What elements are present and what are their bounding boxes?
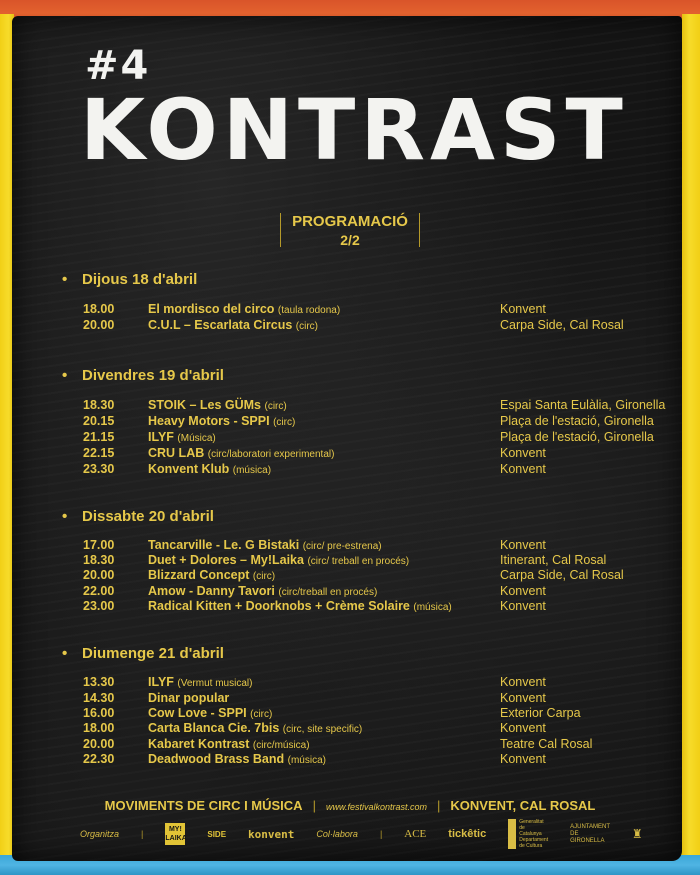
event-tag: (circ, site specific) (282, 724, 363, 735)
event-tag: (circ/ pre-estrena) (302, 541, 382, 552)
event-venue: Konvent (500, 446, 546, 460)
event-tag: (Música) (177, 433, 216, 444)
sponsors-bar (80, 819, 643, 849)
event-name: Radical Kitten + Doorknobs + Crème Solaire (música) (148, 599, 452, 613)
event-tag: (circ) (252, 571, 276, 582)
event-name: Kabaret Kontrast (circ/música) (148, 737, 310, 751)
day-label: Diumenge 21 d'abril (82, 645, 224, 662)
event-name: El mordisco del circo (taula rodona) (148, 302, 341, 316)
event-time: 18.00 (83, 721, 115, 735)
crest-icon: ♜ (631, 827, 643, 841)
divider: | (437, 798, 441, 813)
schedule-row (83, 567, 683, 583)
event-tag: (circ/treball en procés) (278, 587, 378, 598)
event-venue: Exterior Carpa (500, 706, 581, 720)
event-name: C.U.L – Escarlata Circus (circ) (148, 318, 318, 332)
bullet-icon: • (62, 271, 68, 288)
event-name: Konvent Klub (música) (148, 462, 272, 476)
event-venue: Konvent (500, 462, 546, 476)
schedule-row (83, 461, 683, 477)
divider: | (312, 798, 316, 813)
event-tag: (circ/música) (252, 740, 310, 751)
schedule-row (83, 736, 683, 752)
schedule-row (83, 690, 683, 706)
event-time: 21.15 (83, 430, 115, 444)
schedule-row (83, 705, 683, 721)
event-name: STOIK – Les GÜMs (circ) (148, 398, 287, 412)
event-time: 17.00 (83, 538, 115, 552)
event-venue: Konvent (500, 538, 546, 552)
event-venue: Plaça de l'estació, Gironella (500, 430, 654, 444)
day-heading (62, 367, 224, 384)
schedule-row (83, 583, 683, 599)
event-tag: (música) (232, 465, 272, 476)
event-venue: Carpa Side, Cal Rosal (500, 318, 624, 332)
event-venue: Plaça de l'estació, Gironella (500, 414, 654, 428)
schedule-row (83, 598, 683, 614)
event-venue: Konvent (500, 691, 546, 705)
event-name: Heavy Motors - SPPI (circ) (148, 414, 296, 428)
event-time: 20.00 (83, 568, 115, 582)
konvent-logo: konvent (248, 827, 295, 841)
collaborators-label: Col·labora (316, 829, 358, 839)
event-tag: (circ/ treball en procés) (307, 556, 410, 567)
divider: | (379, 829, 383, 839)
event-venue: Konvent (500, 584, 546, 598)
schedule-row (83, 397, 683, 413)
event-name: ILYF (Música) (148, 430, 216, 444)
event-venue: Konvent (500, 675, 546, 689)
event-venue: Itinerant, Cal Rosal (500, 553, 607, 567)
event-venue: Carpa Side, Cal Rosal (500, 568, 624, 582)
event-time: 20.00 (83, 737, 115, 751)
event-venue: Espai Santa Eulàlia, Gironella (500, 398, 666, 412)
ace-logo: ACE (404, 828, 427, 840)
schedule-row (83, 429, 683, 445)
festival-url-link[interactable]: www.festivalkontrast.com (325, 802, 427, 812)
schedule-row (83, 720, 683, 736)
festival-title: KONTRAST (80, 81, 628, 179)
programming-header (280, 213, 420, 247)
organizers-label: Organitza (80, 829, 120, 839)
event-name: CRU LAB (circ/laboratori experimental) (148, 446, 335, 460)
schedule-row (83, 301, 683, 317)
event-tag: (Vermut musical) (177, 678, 253, 689)
event-time: 22.15 (83, 446, 115, 460)
day-label: Dijous 18 d'abril (82, 271, 198, 288)
ajuntament-gironella-logo: AJUNTAMENT DE GIRONELLA (570, 823, 610, 844)
schedule-row (83, 674, 683, 690)
event-time: 16.00 (83, 706, 115, 720)
event-name: Dinar popular (148, 691, 230, 705)
event-time: 18.30 (83, 553, 115, 567)
event-venue: Teatre Cal Rosal (500, 737, 593, 751)
event-venue: Konvent (500, 721, 546, 735)
event-tag: (circ/laboratori experimental) (207, 449, 335, 460)
edition-number: #4 (85, 43, 151, 89)
day-heading (62, 271, 197, 288)
event-name: Blizzard Concept (circ) (148, 568, 276, 582)
day-label: Divendres 19 d'abril (82, 367, 224, 384)
event-name: Deadwood Brass Band (música) (148, 752, 326, 766)
event-time: 23.00 (83, 599, 115, 613)
event-time: 23.30 (83, 462, 115, 476)
side-logo: SIDE (207, 829, 227, 839)
page-indicator: 2/2 (340, 232, 360, 248)
day-heading (62, 508, 214, 525)
event-venue: Konvent (500, 599, 546, 613)
schedule-row (83, 413, 683, 429)
event-time: 20.00 (83, 318, 115, 332)
event-name: Tancarville - Le. G Bistaki (circ/ pre-estrena) (148, 538, 382, 552)
event-time: 22.00 (83, 584, 115, 598)
event-tag: (circ) (295, 321, 318, 332)
schedule-row (83, 552, 683, 568)
event-name: Duet + Dolores – My!Laika (circ/ treball en procés) (148, 553, 410, 567)
event-tag: (circ) (250, 709, 273, 720)
event-time: 22.30 (83, 752, 115, 766)
event-time: 18.00 (83, 302, 115, 316)
event-name: Carta Blanca Cie. 7bis (circ, site specific) (148, 721, 363, 735)
event-tag: (circ) (264, 401, 287, 412)
event-time: 18.30 (83, 398, 115, 412)
day-label: Dissabte 20 d'abril (82, 508, 214, 525)
day-heading (62, 645, 224, 662)
event-venue: Konvent (500, 752, 546, 766)
bullet-icon: • (62, 645, 68, 662)
event-tag: (taula rodona) (277, 305, 341, 316)
event-venue: Konvent (500, 302, 546, 316)
event-name: Cow Love - SPPI (circ) (148, 706, 273, 720)
footer-info (0, 798, 700, 813)
event-time: 14.30 (83, 691, 115, 705)
event-time: 13.30 (83, 675, 115, 689)
bullet-icon: • (62, 367, 68, 384)
event-time: 20.15 (83, 414, 115, 428)
event-tag: (música) (287, 755, 326, 766)
event-tag: (circ) (273, 417, 296, 428)
schedule-row (83, 445, 683, 461)
mylaika-logo: MY! LAIKA (165, 823, 185, 845)
bullet-icon: • (62, 508, 68, 525)
schedule-row (83, 537, 683, 553)
event-name: Amow - Danny Tavori (circ/treball en procés) (148, 584, 378, 598)
event-tag: (música) (413, 602, 452, 613)
frame-right-yellow (682, 14, 700, 864)
footer-tagline: MOVIMENTS DE CIRC I MÚSICA (104, 798, 303, 813)
event-name: ILYF (Vermut musical) (148, 675, 253, 689)
divider: | (141, 829, 144, 839)
generalitat-cultura-logo: Generalitat de Catalunya Departament de Cultura (508, 819, 548, 849)
footer-location: KONVENT, CAL ROSAL (450, 798, 596, 813)
schedule-row (83, 317, 683, 333)
programming-label: PROGRAMACIÓ (292, 213, 408, 230)
ticketic-logo: tickêtic (448, 828, 487, 840)
schedule-row (83, 751, 683, 767)
